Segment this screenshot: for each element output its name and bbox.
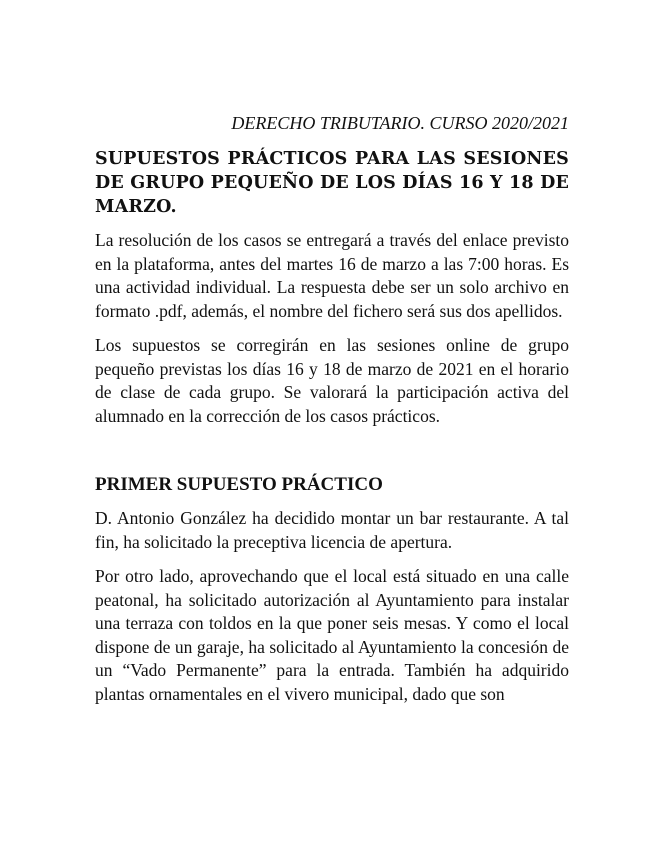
section-heading-primer-supuesto: PRIMER SUPUESTO PRÁCTICO bbox=[95, 474, 383, 495]
document-page bbox=[95, 110, 569, 717]
intro-paragraph-1: La resolución de los casos se entregará a través del enlace previsto en la plataforma, antes del martes 16 de marzo a las 7:00 horas. Es una actividad individual. La respuesta debe ser un solo archivo en formato .pdf, además, el nombre del fichero será sus dos apellidos. bbox=[95, 230, 569, 321]
case-paragraph-1: D. Antonio González ha decidido montar un bar restaurante. A tal fin, ha solicitado la preceptiva licencia de apertura. bbox=[95, 508, 569, 552]
document-title: SUPUESTOS PRÁCTICOS PARA LAS SESIONES DE GRUPO PEQUEÑO DE LOS DÍAS 16 Y 18 DE MARZO. bbox=[95, 149, 569, 217]
intro-paragraph-2: Los supuestos se corregirán en las sesiones online de grupo pequeño previstas los días 16 y 18 de marzo de 2021 en el horario de clase de cada grupo. Se valorará la participación activa del alumnado en la corrección de los casos prácticos. bbox=[95, 335, 569, 426]
case-paragraph-2: Por otro lado, aprovechando que el local está situado en una calle peatonal, ha solicitado autorización al Ayuntamiento para instalar una terraza con toldos en la que poner seis mesas. Y como el local dispone de un garaje, ha solicitado al Ayuntamiento la concesión de un “Vado Permanente” para la entrada. También ha adquirido plantas ornamentales en el vivero municipal, dado que son bbox=[95, 566, 569, 704]
course-header: DERECHO TRIBUTARIO. CURSO 2020/2021 bbox=[231, 113, 569, 133]
